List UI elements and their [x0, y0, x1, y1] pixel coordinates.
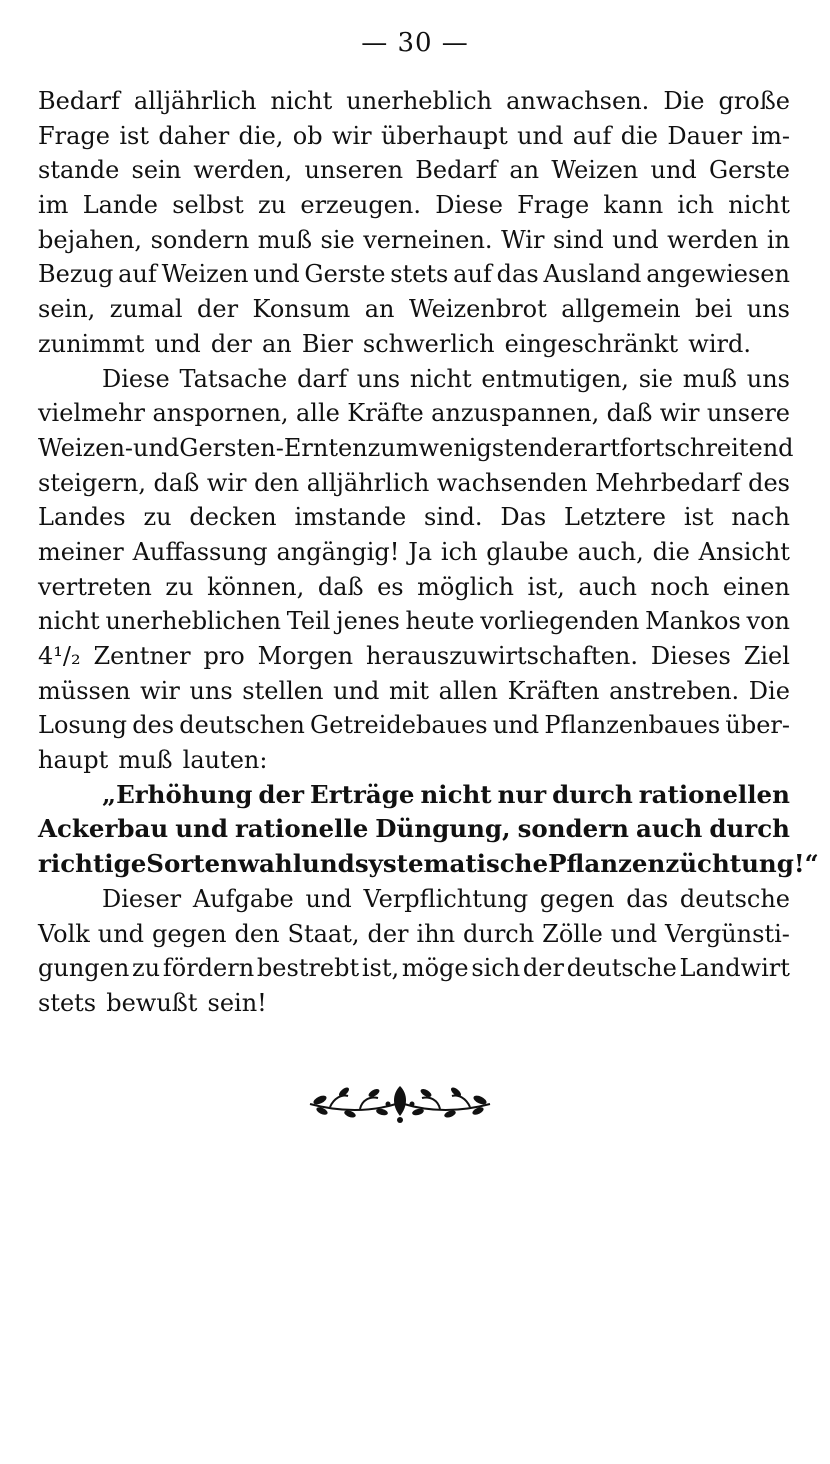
text-line: Bedarf alljährlich nicht unerheblich anwachsen. Die große: [38, 87, 790, 115]
text-line: Landes zu decken imstande sind. Das Letztere ist nach: [38, 503, 790, 532]
text-line: Volk und gegen den Staat, der ihn durch Zölle und Vergünsti-: [38, 919, 790, 948]
text-line: Ackerbau und rationelle Düngung, sondern auch durch: [38, 814, 790, 844]
text-line: 4¹/₂ Zentner pro Morgen herauszuwirtschaften. Dieses Ziel: [38, 642, 790, 670]
text-line: vielmehr anspornen, alle Kräfte anzuspannen, daß wir unsere: [38, 399, 790, 428]
text-line: stande sein werden, unseren Bedarf an Weizen und Gerste: [38, 156, 790, 185]
text-line: Dieser Aufgabe und Verpflichtung gegen das deutsche: [102, 884, 790, 913]
text-line: Weizen- und Gersten-Ernten zum wenigsten derart fortschreitend: [38, 433, 794, 462]
text-line: meiner Auffassung angängig! Ja ich glaube auch, die Ansicht: [38, 537, 790, 566]
text-line: Frage ist daher die, ob wir überhaupt und auf die Dauer im-: [38, 121, 790, 150]
text-line: im Lande selbst zu erzeugen. Diese Frage kann ich nicht: [38, 191, 790, 220]
text-line: bejahen, sondern muß sie verneinen. Wir sind und werden in: [38, 225, 790, 254]
text-line: richtige Sortenwahl und systematische Pflanzenzüchtung!“: [38, 849, 819, 879]
text-line: nicht unerheblichen Teil jenes heute vorliegenden Mankos von: [38, 607, 790, 636]
body-text: [38, 84, 819, 1021]
text-line: sein, zumal der Konsum an Weizenbrot allgemein bei uns: [38, 295, 790, 324]
page-number: — 30 —: [361, 28, 469, 58]
text-line: Diese Tatsache darf uns nicht entmutigen, sie muß uns: [102, 364, 790, 393]
text-line: müssen wir uns stellen und mit allen Kräften anstreben. Die: [38, 676, 790, 705]
text-line: zunimmt und der an Bier schwerlich eingeschränkt wird.: [38, 329, 751, 358]
text-line: haupt muß lauten:: [38, 746, 268, 775]
text-line: Losung des deutschen Getreidebaues und Pflanzenbaues über-: [38, 711, 790, 740]
text-line: vertreten zu können, daß es möglich ist, auch noch einen: [38, 572, 790, 601]
text-line: steigern, daß wir den alljährlich wachsenden Mehrbedarf des: [38, 468, 790, 497]
text-line: gungen zu fördern bestrebt ist, möge sich der deutsche Landwirt: [38, 954, 790, 983]
text-line: „Erhöhung der Erträge nicht nur durch rationellen: [102, 779, 790, 809]
floral-vignette-icon: [300, 1076, 500, 1124]
text-line: Bezug auf Weizen und Gerste stets auf das Ausland angewiesen: [38, 260, 790, 289]
text-line: stets bewußt sein!: [38, 988, 267, 1017]
